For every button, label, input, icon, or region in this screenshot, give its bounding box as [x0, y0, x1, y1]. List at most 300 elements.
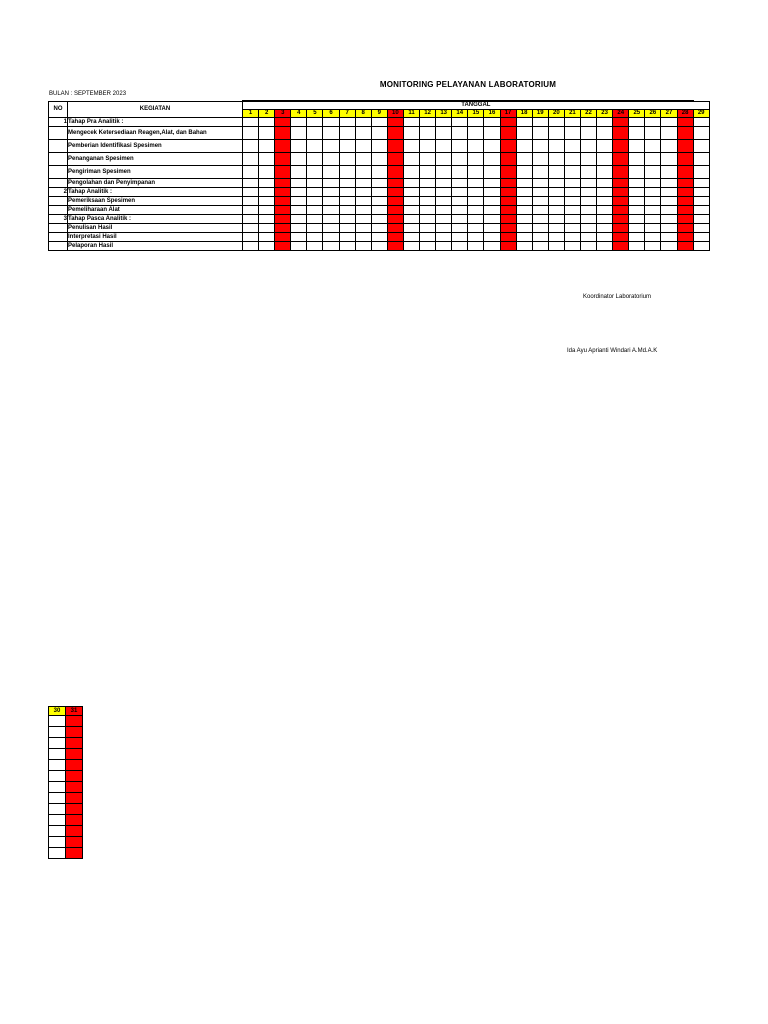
day-cell[interactable] — [339, 127, 355, 140]
day-cell[interactable] — [420, 197, 436, 206]
day-cell[interactable] — [371, 242, 387, 251]
day-cell[interactable] — [484, 118, 500, 127]
day-cell[interactable] — [66, 727, 83, 738]
day-cell[interactable] — [580, 166, 596, 179]
day-cell[interactable] — [661, 197, 677, 206]
day-cell[interactable] — [629, 179, 645, 188]
day-cell[interactable] — [693, 166, 709, 179]
day-cell[interactable] — [500, 215, 516, 224]
day-cell[interactable] — [420, 224, 436, 233]
day-cell[interactable] — [259, 233, 275, 242]
day-cell[interactable] — [629, 233, 645, 242]
day-cell[interactable] — [436, 215, 452, 224]
day-cell[interactable] — [468, 206, 484, 215]
day-cell[interactable] — [548, 179, 564, 188]
day-cell[interactable] — [275, 206, 291, 215]
day-cell[interactable] — [49, 837, 66, 848]
day-cell[interactable] — [548, 242, 564, 251]
day-cell[interactable] — [403, 188, 419, 197]
day-cell[interactable] — [339, 197, 355, 206]
day-cell[interactable] — [323, 188, 339, 197]
day-cell[interactable] — [243, 140, 259, 153]
day-cell[interactable] — [420, 206, 436, 215]
day-cell[interactable] — [436, 127, 452, 140]
day-cell[interactable] — [403, 118, 419, 127]
day-cell[interactable] — [275, 197, 291, 206]
day-cell[interactable] — [629, 197, 645, 206]
day-cell[interactable] — [243, 206, 259, 215]
day-cell[interactable] — [500, 197, 516, 206]
day-cell[interactable] — [564, 215, 580, 224]
day-cell[interactable] — [243, 224, 259, 233]
day-cell[interactable] — [243, 197, 259, 206]
day-cell[interactable] — [436, 188, 452, 197]
day-cell[interactable] — [307, 188, 323, 197]
day-cell[interactable] — [629, 153, 645, 166]
day-cell[interactable] — [420, 166, 436, 179]
day-cell[interactable] — [323, 233, 339, 242]
day-cell[interactable] — [387, 153, 403, 166]
day-cell[interactable] — [532, 118, 548, 127]
day-cell[interactable] — [66, 793, 83, 804]
day-cell[interactable] — [307, 233, 323, 242]
day-cell[interactable] — [661, 224, 677, 233]
day-cell[interactable] — [66, 848, 83, 859]
day-cell[interactable] — [323, 215, 339, 224]
day-cell[interactable] — [613, 242, 629, 251]
day-cell[interactable] — [307, 242, 323, 251]
day-cell[interactable] — [49, 804, 66, 815]
day-cell[interactable] — [291, 233, 307, 242]
day-cell[interactable] — [645, 242, 661, 251]
day-cell[interactable] — [484, 127, 500, 140]
day-cell[interactable] — [629, 215, 645, 224]
day-cell[interactable] — [66, 815, 83, 826]
day-cell[interactable] — [403, 166, 419, 179]
day-cell[interactable] — [693, 118, 709, 127]
day-cell[interactable] — [387, 118, 403, 127]
day-cell[interactable] — [468, 233, 484, 242]
day-cell[interactable] — [677, 127, 693, 140]
day-cell[interactable] — [259, 188, 275, 197]
day-cell[interactable] — [387, 242, 403, 251]
day-cell[interactable] — [661, 166, 677, 179]
day-cell[interactable] — [275, 242, 291, 251]
day-cell[interactable] — [677, 206, 693, 215]
day-cell[interactable] — [484, 215, 500, 224]
day-cell[interactable] — [468, 242, 484, 251]
day-cell[interactable] — [323, 197, 339, 206]
day-cell[interactable] — [516, 166, 532, 179]
day-cell[interactable] — [307, 127, 323, 140]
day-cell[interactable] — [387, 224, 403, 233]
day-cell[interactable] — [564, 233, 580, 242]
day-cell[interactable] — [564, 224, 580, 233]
day-cell[interactable] — [645, 127, 661, 140]
day-cell[interactable] — [468, 166, 484, 179]
day-cell[interactable] — [548, 188, 564, 197]
day-cell[interactable] — [49, 749, 66, 760]
day-cell[interactable] — [403, 153, 419, 166]
day-cell[interactable] — [420, 188, 436, 197]
day-cell[interactable] — [484, 224, 500, 233]
day-cell[interactable] — [564, 206, 580, 215]
day-cell[interactable] — [693, 127, 709, 140]
day-cell[interactable] — [532, 127, 548, 140]
day-cell[interactable] — [323, 206, 339, 215]
day-cell[interactable] — [387, 215, 403, 224]
day-cell[interactable] — [613, 197, 629, 206]
day-cell[interactable] — [677, 140, 693, 153]
day-cell[interactable] — [259, 127, 275, 140]
day-cell[interactable] — [243, 242, 259, 251]
day-cell[interactable] — [677, 166, 693, 179]
day-cell[interactable] — [387, 188, 403, 197]
day-cell[interactable] — [613, 179, 629, 188]
day-cell[interactable] — [484, 166, 500, 179]
day-cell[interactable] — [291, 215, 307, 224]
day-cell[interactable] — [484, 242, 500, 251]
day-cell[interactable] — [500, 188, 516, 197]
day-cell[interactable] — [307, 215, 323, 224]
day-cell[interactable] — [66, 771, 83, 782]
day-cell[interactable] — [243, 215, 259, 224]
day-cell[interactable] — [452, 215, 468, 224]
day-cell[interactable] — [613, 153, 629, 166]
day-cell[interactable] — [291, 242, 307, 251]
day-cell[interactable] — [49, 793, 66, 804]
day-cell[interactable] — [259, 140, 275, 153]
day-cell[interactable] — [580, 215, 596, 224]
day-cell[interactable] — [275, 179, 291, 188]
day-cell[interactable] — [307, 153, 323, 166]
day-cell[interactable] — [693, 242, 709, 251]
day-cell[interactable] — [580, 179, 596, 188]
day-cell[interactable] — [516, 188, 532, 197]
day-cell[interactable] — [564, 188, 580, 197]
day-cell[interactable] — [436, 166, 452, 179]
day-cell[interactable] — [580, 206, 596, 215]
day-cell[interactable] — [291, 224, 307, 233]
day-cell[interactable] — [355, 153, 371, 166]
day-cell[interactable] — [532, 188, 548, 197]
day-cell[interactable] — [484, 179, 500, 188]
day-cell[interactable] — [629, 118, 645, 127]
day-cell[interactable] — [259, 215, 275, 224]
day-cell[interactable] — [49, 815, 66, 826]
day-cell[interactable] — [275, 224, 291, 233]
day-cell[interactable] — [403, 242, 419, 251]
day-cell[interactable] — [452, 242, 468, 251]
day-cell[interactable] — [452, 233, 468, 242]
day-cell[interactable] — [532, 224, 548, 233]
day-cell[interactable] — [387, 127, 403, 140]
day-cell[interactable] — [403, 224, 419, 233]
day-cell[interactable] — [661, 215, 677, 224]
day-cell[interactable] — [500, 206, 516, 215]
day-cell[interactable] — [580, 242, 596, 251]
day-cell[interactable] — [49, 826, 66, 837]
day-cell[interactable] — [516, 233, 532, 242]
day-cell[interactable] — [645, 179, 661, 188]
day-cell[interactable] — [452, 153, 468, 166]
day-cell[interactable] — [564, 197, 580, 206]
day-cell[interactable] — [629, 127, 645, 140]
day-cell[interactable] — [339, 188, 355, 197]
day-cell[interactable] — [403, 179, 419, 188]
day-cell[interactable] — [516, 224, 532, 233]
day-cell[interactable] — [484, 233, 500, 242]
day-cell[interactable] — [420, 127, 436, 140]
day-cell[interactable] — [564, 153, 580, 166]
day-cell[interactable] — [532, 206, 548, 215]
day-cell[interactable] — [613, 127, 629, 140]
day-cell[interactable] — [548, 197, 564, 206]
day-cell[interactable] — [436, 179, 452, 188]
day-cell[interactable] — [516, 215, 532, 224]
day-cell[interactable] — [452, 127, 468, 140]
day-cell[interactable] — [275, 188, 291, 197]
day-cell[interactable] — [275, 118, 291, 127]
day-cell[interactable] — [436, 197, 452, 206]
day-cell[interactable] — [500, 140, 516, 153]
day-cell[interactable] — [613, 188, 629, 197]
day-cell[interactable] — [645, 140, 661, 153]
day-cell[interactable] — [436, 140, 452, 153]
day-cell[interactable] — [243, 118, 259, 127]
day-cell[interactable] — [355, 224, 371, 233]
day-cell[interactable] — [355, 118, 371, 127]
day-cell[interactable] — [629, 188, 645, 197]
day-cell[interactable] — [452, 166, 468, 179]
day-cell[interactable] — [49, 738, 66, 749]
day-cell[interactable] — [355, 166, 371, 179]
day-cell[interactable] — [629, 206, 645, 215]
day-cell[interactable] — [371, 233, 387, 242]
day-cell[interactable] — [339, 153, 355, 166]
day-cell[interactable] — [403, 233, 419, 242]
day-cell[interactable] — [355, 215, 371, 224]
day-cell[interactable] — [307, 166, 323, 179]
day-cell[interactable] — [661, 127, 677, 140]
day-cell[interactable] — [259, 153, 275, 166]
day-cell[interactable] — [516, 153, 532, 166]
day-cell[interactable] — [468, 179, 484, 188]
day-cell[interactable] — [645, 118, 661, 127]
day-cell[interactable] — [371, 215, 387, 224]
day-cell[interactable] — [661, 233, 677, 242]
day-cell[interactable] — [500, 179, 516, 188]
day-cell[interactable] — [693, 233, 709, 242]
day-cell[interactable] — [371, 224, 387, 233]
day-cell[interactable] — [516, 118, 532, 127]
day-cell[interactable] — [403, 206, 419, 215]
day-cell[interactable] — [291, 127, 307, 140]
day-cell[interactable] — [516, 179, 532, 188]
day-cell[interactable] — [468, 153, 484, 166]
day-cell[interactable] — [580, 127, 596, 140]
day-cell[interactable] — [532, 179, 548, 188]
day-cell[interactable] — [468, 140, 484, 153]
day-cell[interactable] — [677, 224, 693, 233]
day-cell[interactable] — [323, 127, 339, 140]
day-cell[interactable] — [259, 166, 275, 179]
day-cell[interactable] — [452, 188, 468, 197]
day-cell[interactable] — [452, 206, 468, 215]
day-cell[interactable] — [323, 140, 339, 153]
day-cell[interactable] — [548, 224, 564, 233]
day-cell[interactable] — [49, 716, 66, 727]
day-cell[interactable] — [500, 224, 516, 233]
day-cell[interactable] — [468, 215, 484, 224]
day-cell[interactable] — [66, 826, 83, 837]
day-cell[interactable] — [564, 179, 580, 188]
day-cell[interactable] — [307, 206, 323, 215]
day-cell[interactable] — [339, 242, 355, 251]
day-cell[interactable] — [597, 140, 613, 153]
day-cell[interactable] — [355, 206, 371, 215]
day-cell[interactable] — [307, 224, 323, 233]
day-cell[interactable] — [436, 242, 452, 251]
day-cell[interactable] — [307, 179, 323, 188]
day-cell[interactable] — [661, 206, 677, 215]
day-cell[interactable] — [243, 127, 259, 140]
day-cell[interactable] — [291, 118, 307, 127]
day-cell[interactable] — [420, 233, 436, 242]
day-cell[interactable] — [532, 140, 548, 153]
day-cell[interactable] — [420, 140, 436, 153]
day-cell[interactable] — [580, 197, 596, 206]
day-cell[interactable] — [355, 127, 371, 140]
day-cell[interactable] — [564, 166, 580, 179]
day-cell[interactable] — [371, 118, 387, 127]
day-cell[interactable] — [597, 242, 613, 251]
day-cell[interactable] — [661, 179, 677, 188]
day-cell[interactable] — [436, 118, 452, 127]
day-cell[interactable] — [66, 782, 83, 793]
day-cell[interactable] — [323, 118, 339, 127]
day-cell[interactable] — [243, 233, 259, 242]
day-cell[interactable] — [645, 188, 661, 197]
day-cell[interactable] — [355, 233, 371, 242]
day-cell[interactable] — [66, 749, 83, 760]
day-cell[interactable] — [629, 224, 645, 233]
day-cell[interactable] — [436, 153, 452, 166]
day-cell[interactable] — [371, 197, 387, 206]
day-cell[interactable] — [548, 206, 564, 215]
day-cell[interactable] — [693, 224, 709, 233]
day-cell[interactable] — [548, 153, 564, 166]
day-cell[interactable] — [693, 140, 709, 153]
day-cell[interactable] — [613, 118, 629, 127]
day-cell[interactable] — [371, 166, 387, 179]
day-cell[interactable] — [387, 179, 403, 188]
day-cell[interactable] — [452, 179, 468, 188]
day-cell[interactable] — [693, 179, 709, 188]
day-cell[interactable] — [436, 224, 452, 233]
day-cell[interactable] — [323, 224, 339, 233]
day-cell[interactable] — [339, 215, 355, 224]
day-cell[interactable] — [661, 118, 677, 127]
day-cell[interactable] — [500, 127, 516, 140]
day-cell[interactable] — [597, 197, 613, 206]
day-cell[interactable] — [677, 242, 693, 251]
day-cell[interactable] — [275, 166, 291, 179]
day-cell[interactable] — [291, 140, 307, 153]
day-cell[interactable] — [420, 215, 436, 224]
day-cell[interactable] — [613, 166, 629, 179]
day-cell[interactable] — [339, 179, 355, 188]
day-cell[interactable] — [291, 179, 307, 188]
day-cell[interactable] — [580, 140, 596, 153]
day-cell[interactable] — [516, 206, 532, 215]
day-cell[interactable] — [564, 127, 580, 140]
day-cell[interactable] — [339, 166, 355, 179]
day-cell[interactable] — [66, 716, 83, 727]
day-cell[interactable] — [259, 118, 275, 127]
day-cell[interactable] — [323, 242, 339, 251]
day-cell[interactable] — [645, 233, 661, 242]
day-cell[interactable] — [548, 140, 564, 153]
day-cell[interactable] — [564, 118, 580, 127]
day-cell[interactable] — [597, 206, 613, 215]
day-cell[interactable] — [66, 760, 83, 771]
day-cell[interactable] — [355, 179, 371, 188]
day-cell[interactable] — [597, 118, 613, 127]
day-cell[interactable] — [645, 206, 661, 215]
day-cell[interactable] — [597, 233, 613, 242]
day-cell[interactable] — [548, 215, 564, 224]
day-cell[interactable] — [259, 224, 275, 233]
day-cell[interactable] — [597, 188, 613, 197]
day-cell[interactable] — [49, 760, 66, 771]
day-cell[interactable] — [355, 197, 371, 206]
day-cell[interactable] — [49, 782, 66, 793]
day-cell[interactable] — [613, 233, 629, 242]
day-cell[interactable] — [387, 206, 403, 215]
day-cell[interactable] — [580, 153, 596, 166]
day-cell[interactable] — [516, 140, 532, 153]
day-cell[interactable] — [564, 140, 580, 153]
day-cell[interactable] — [49, 848, 66, 859]
day-cell[interactable] — [677, 153, 693, 166]
day-cell[interactable] — [661, 140, 677, 153]
day-cell[interactable] — [339, 140, 355, 153]
day-cell[interactable] — [661, 153, 677, 166]
day-cell[interactable] — [355, 140, 371, 153]
day-cell[interactable] — [532, 153, 548, 166]
day-cell[interactable] — [259, 179, 275, 188]
day-cell[interactable] — [532, 197, 548, 206]
day-cell[interactable] — [291, 166, 307, 179]
day-cell[interactable] — [516, 197, 532, 206]
day-cell[interactable] — [468, 188, 484, 197]
day-cell[interactable] — [259, 197, 275, 206]
day-cell[interactable] — [613, 140, 629, 153]
day-cell[interactable] — [339, 206, 355, 215]
day-cell[interactable] — [629, 242, 645, 251]
day-cell[interactable] — [387, 140, 403, 153]
day-cell[interactable] — [275, 153, 291, 166]
day-cell[interactable] — [403, 197, 419, 206]
day-cell[interactable] — [66, 837, 83, 848]
day-cell[interactable] — [339, 224, 355, 233]
day-cell[interactable] — [597, 153, 613, 166]
day-cell[interactable] — [629, 166, 645, 179]
day-cell[interactable] — [597, 166, 613, 179]
day-cell[interactable] — [677, 197, 693, 206]
day-cell[interactable] — [532, 242, 548, 251]
